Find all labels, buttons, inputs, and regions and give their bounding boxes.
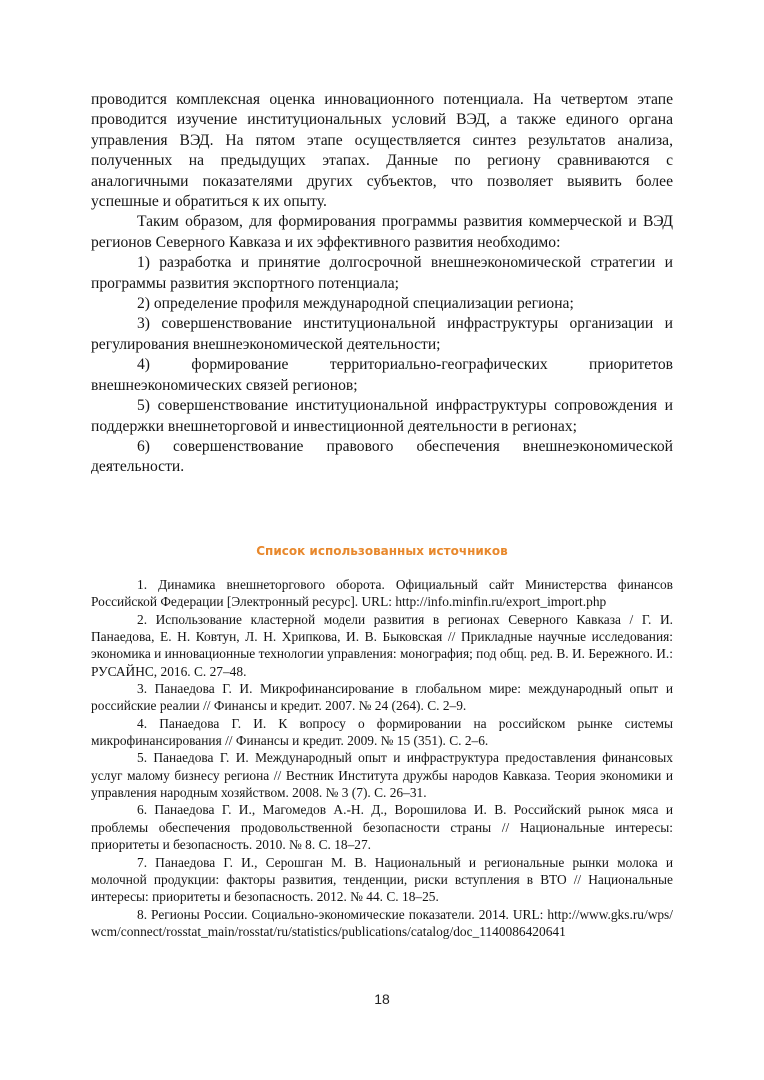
reference-item: 2. Использование кластерной модели развития в регионах Северного Кавказа / Г. И. Панаедова, Е. Н. Ковтун, Л. Н. Хрипкова, И. В. Быковская // Прикладные научные исследования: экономика и инновационные технологии управления: монография; под общ. ред. В. И. Бережного. И.: РУСАЙНС, 2016. С. 27–48. xyxy=(91,611,673,679)
list-item-2: 2) определение профиля международной специализации региона; xyxy=(137,295,574,313)
reference-item: 1. Динамика внешнеторгового оборота. Официальный сайт Министерства финансов Российской Федерации [Электронный ресурс]. URL: http://info.minfin.ru/export_import.php xyxy=(91,577,673,610)
reference-item: 8. Регионы России. Социально-экономические показатели. 2014. URL: http://www.gks.ru/wps/wcm/connect/rosstat_main/rosstat/ru/statistics/publications/catalog/doc_1140086420641 xyxy=(91,906,673,939)
reference-item: 7. Панаедова Г. И., Серошган М. В. Национальный и региональные рынки молока и молочной продукции: факторы развития, тенденции, риски вступления в ВТО // Национальные интересы: приоритеты и безопасность. 2012. № 44. С. 18–25. xyxy=(91,854,673,905)
list-item-5: 5) совершенствование институциональной инфраструктуры сопровождения и поддержки внешнеторговой и инвестиционной деятельности в регионах; xyxy=(91,397,673,435)
sources-heading: Список использованных источников xyxy=(256,544,508,558)
paragraph-continuation: проводится комплексная оценка инновационного потенциала. На четвертом этапе проводится изучение институциональных условий ВЭД, а также единого органа управления ВЭД. На пятом этапе осуществляется синтез результатов анализа, полученных на предыдущих этапах. Данные по региону сравниваются с аналогичными показателями других субъектов, что позволяет выявить более успешные и обратиться к их опыту. xyxy=(91,91,673,211)
reference-item: 5. Панаедова Г. И. Международный опыт и инфраструктура предоставления финансовых услуг малому бизнесу региона // Вестник Института дружбы народов Кавказа. Теория экономики и управления народным хозяйством. 2008. № 3 (7). С. 26–31. xyxy=(91,750,673,801)
page-number: 18 xyxy=(374,991,390,1007)
paragraph-conclusion: Таким образом, для формирования программы развития коммерческой и ВЭД регионов Северного Кавказа и их эффективного развития необходимо: xyxy=(91,213,673,251)
list-item-4: 4) формирование территориально-географических приоритетов внешнеэкономических связей регионов; xyxy=(91,356,673,394)
list-item-3: 3) совершенствование институциональной инфраструктуры организации и регулирования внешнеэкономической деятельности; xyxy=(91,315,673,353)
main-text xyxy=(91,90,673,478)
references-list xyxy=(91,576,673,940)
reference-item: 3. Панаедова Г. И. Микрофинансирование в глобальном мире: международный опыт и российские реалии // Финансы и кредит. 2007. № 24 (264). С. 2–9. xyxy=(91,681,673,714)
reference-item: 4. Панаедова Г. И. К вопросу о формировании на российском рынке системы микрофинансирования // Финансы и кредит. 2009. № 15 (351). С. 2–6. xyxy=(91,715,673,749)
list-item-6: 6) совершенствование правового обеспечения внешнеэкономической деятельности. xyxy=(91,437,673,476)
list-item-1: 1) разработка и принятие долгосрочной внешнеэкономической стратегии и программы развития экспортного потенциала; xyxy=(91,254,673,292)
reference-item: 6. Панаедова Г. И., Магомедов А.-Н. Д., Ворошилова И. В. Российский рынок мяса и проблемы обеспечения продовольственной безопасности страны // Национальные интересы: приоритеты и безопасность. 2010. № 8. С. 18–27. xyxy=(91,802,673,853)
